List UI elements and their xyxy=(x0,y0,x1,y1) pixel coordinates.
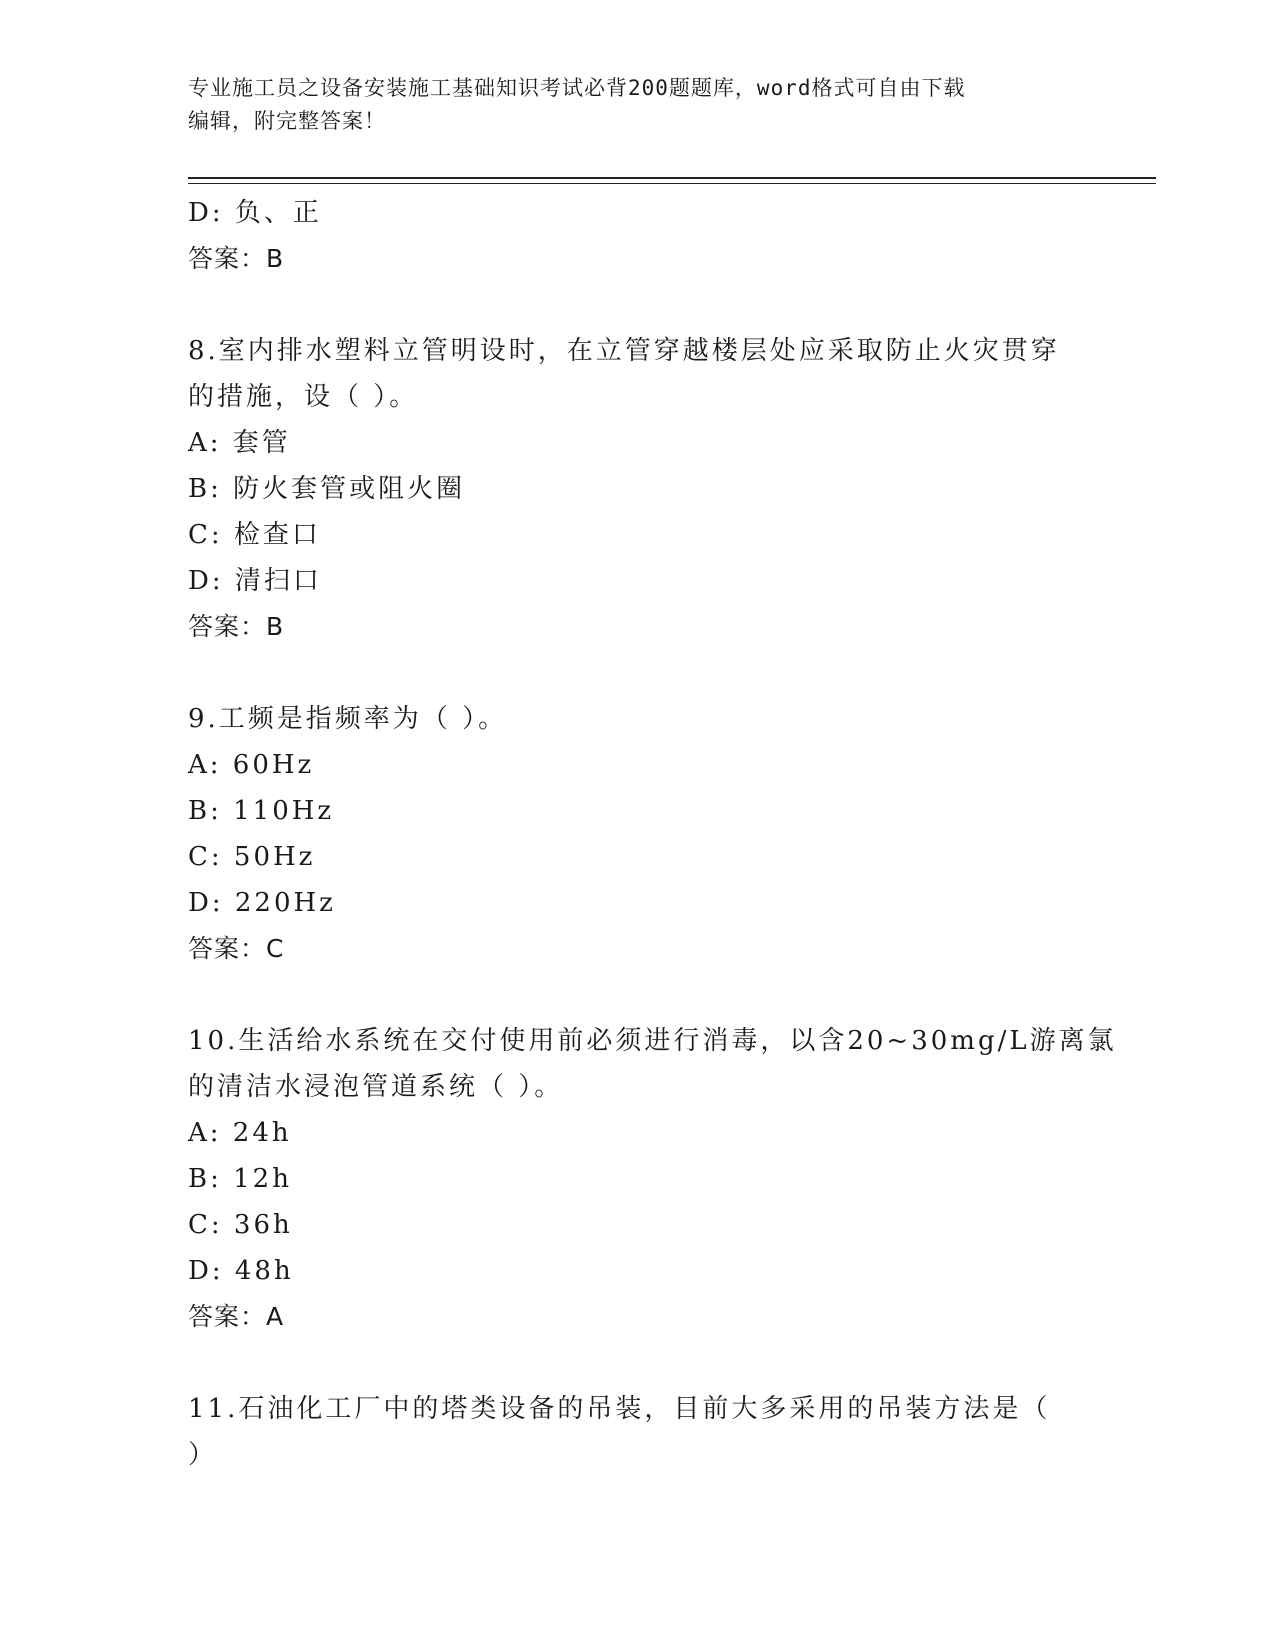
answer: 答案：A xyxy=(188,1302,285,1331)
answer: 答案：B xyxy=(188,612,285,641)
option-d: D: 清扫口 xyxy=(188,566,322,596)
question-stem-cont: 的措施，设（ ）。 xyxy=(188,382,419,412)
question-stem-cont: 的清洁水浸泡管道系统（ ）。 xyxy=(188,1072,564,1102)
question-gap xyxy=(188,282,1088,328)
question-stem: 10.生活给水系统在交付使用前必须进行消毒，以含20~30mg/L游离氯 xyxy=(188,1026,1117,1056)
header-rule-thick xyxy=(188,177,1156,179)
option-c: C: 36h xyxy=(188,1210,293,1240)
question-list xyxy=(188,190,1117,1478)
option-b: B: 12h xyxy=(188,1164,292,1194)
header-rule-thin xyxy=(188,183,1156,184)
question-8 xyxy=(188,328,1088,650)
option-d: D: 48h xyxy=(188,1256,294,1286)
option-a: A: 60Hz xyxy=(188,750,315,780)
option-c: C: 检查口 xyxy=(188,520,321,550)
option-a: A: 套管 xyxy=(188,428,291,458)
question-10 xyxy=(188,1018,1117,1340)
header-line-2: 编辑，附完整答案！ xyxy=(188,109,386,133)
question-stem: 9.工频是指频率为（ ）。 xyxy=(188,704,508,734)
question-gap xyxy=(188,972,1088,1018)
option-c: C: 50Hz xyxy=(188,842,316,872)
question-11 xyxy=(188,1386,1088,1478)
question-stem: 8.室内排水塑料立管明设时，在立管穿越楼层处应采取防止火灾贯穿 xyxy=(188,336,1060,366)
question-9 xyxy=(188,696,1088,972)
question-gap xyxy=(188,650,1088,696)
option-d: D: 负、正 xyxy=(188,198,322,228)
option-d: D: 220Hz xyxy=(188,888,336,918)
page-header xyxy=(188,72,1068,138)
question-stem: 11.石油化工厂中的塔类设备的吊装，目前大多采用的吊装方法是（ xyxy=(188,1394,1051,1424)
answer: 答案：C xyxy=(188,934,285,963)
question-gap xyxy=(188,1340,1088,1386)
question-stem-cont: ） xyxy=(188,1440,218,1470)
header-line-1: 专业施工员之设备安装施工基础知识考试必背200题题库，word格式可自由下载 xyxy=(188,76,966,100)
option-a: A: 24h xyxy=(188,1118,292,1148)
option-b: B: 110Hz xyxy=(188,796,335,826)
option-b: B: 防火套管或阻火圈 xyxy=(188,474,466,504)
answer: 答案：B xyxy=(188,244,285,273)
